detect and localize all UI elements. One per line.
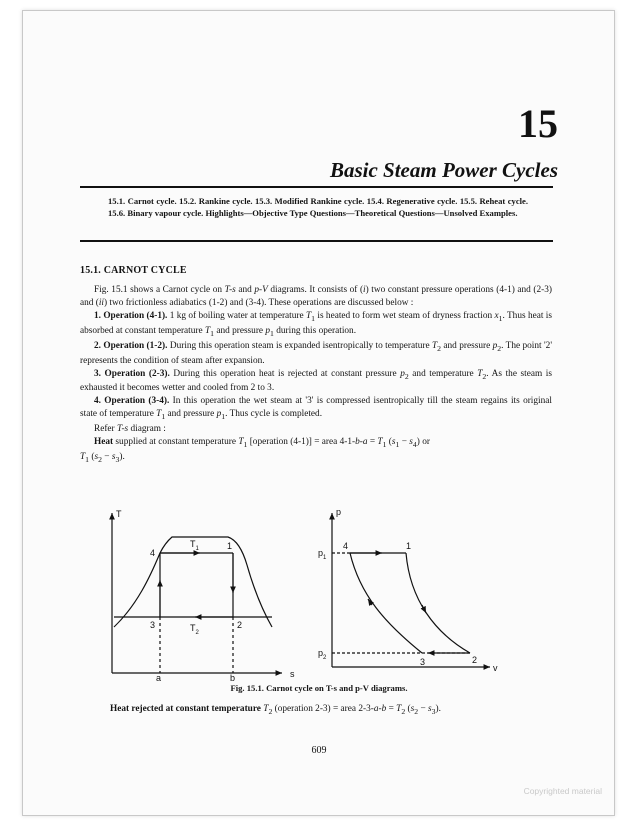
saturation-dome bbox=[114, 537, 272, 627]
chapter-number: 15 bbox=[518, 101, 558, 146]
pv-compression-curve bbox=[350, 553, 422, 653]
pv-p2-label: $p_2$ bbox=[318, 648, 327, 661]
figure-caption: Fig. 15.1. Carnot cycle on T-s and p-V diagrams. bbox=[230, 683, 408, 693]
pv-point-2: 2 bbox=[472, 655, 478, 665]
copyright-watermark: Copyrighted material bbox=[523, 786, 602, 796]
refer-paragraph: Refer T-s diagram : bbox=[94, 424, 166, 435]
ts-point-4: 4 bbox=[150, 548, 156, 558]
pv-p1-label: $p_1$ bbox=[318, 548, 327, 561]
body-text bbox=[80, 284, 552, 466]
pv-arrow-1-2 bbox=[422, 605, 426, 613]
operation-3-4-paragraph: 4. Operation (3-4). In this operation the wet steam at '3' is compressed isentropically till the steam regains its original state of temperature $T_1$ and pressure $p_1$. Thus cycle is completed. bbox=[80, 396, 552, 422]
ts-point-3: 3 bbox=[150, 620, 156, 630]
ts-t2-label: $T_2$ bbox=[190, 623, 199, 636]
ts-point-1: 1 bbox=[227, 541, 233, 551]
ts-diagram bbox=[112, 513, 282, 673]
operation-4-1-paragraph: 1. Operation (4-1). 1 kg of boiling water at temperature $T_1$ is heated to form wet steam of dryness fraction $x_1$. Thus heat is absorbed at constant temperature $T_1$ and pressure $p_1$ during this operation. bbox=[80, 311, 552, 338]
operation-2-3-paragraph: 3. Operation (2-3). During this operation heat is rejected at constant pressure $p_2$ and temperature $T_2$. As the steam is exhausted it becomes wetter and cooled from 2 to 3. bbox=[80, 368, 552, 394]
ts-t1-label: $T_1$ bbox=[190, 539, 199, 552]
chapter-contents: 15.1. Carnot cycle. 15.2. Rankine cycle. 15.3. Modified Rankine cycle. 15.4. Regenerative cycle. 15.5. Reheat cycle. 15.6. Binary vapour cycle. Highlights—Objective Type Questions—Theoretical Questions—Unsolved Examples. bbox=[108, 196, 528, 218]
intro-paragraph: Fig. 15.1 shows a Carnot cycle on T-s and p-V diagrams. It consists of (i) two constant pressure operations (4-1) and (2-3) and (ii) two frictionless adiabatics (1-2) and (3-4). These operations are discussed below : bbox=[80, 285, 552, 308]
ts-axis-s-label: s bbox=[290, 669, 295, 679]
operation-1-2-paragraph: 2. Operation (1-2). During this operation steam is expanded isentropically to temperature $T_2$ and pressure $p_2$. The point '2' represents the condition of steam after expansion. bbox=[80, 340, 553, 366]
heat-rejected-paragraph: Heat rejected at constant temperature $T_2$ (operation 2-3) = area $2-3-a-b = T_2$ $(s_2 - s_3)$. bbox=[110, 704, 441, 716]
pv-point-1: 1 bbox=[406, 541, 412, 551]
pv-point-3: 3 bbox=[420, 657, 426, 667]
pv-diagram bbox=[332, 513, 490, 667]
pv-axis-p-label: p bbox=[336, 507, 342, 517]
carnot-cycle-figure bbox=[92, 505, 512, 681]
chapter-title: Basic Steam Power Cycles bbox=[329, 158, 558, 182]
ts-point-2: 2 bbox=[237, 620, 243, 630]
heat-supplied-paragraph: Heat supplied at constant temperature $T_1$ [operation (4-1)] = area $4-1-b-a = T_1$ $(s_1 - s_4)$ or $T_1$ $(s_2 - s_3)$. bbox=[80, 437, 430, 465]
ts-axis-t-label: T bbox=[116, 509, 122, 519]
section-heading: 15.1. CARNOT CYCLE bbox=[80, 265, 187, 276]
ts-point-a: a bbox=[156, 673, 162, 681]
bottom-rule bbox=[80, 240, 553, 242]
pv-axis-v-label: v bbox=[493, 663, 498, 673]
top-rule bbox=[80, 186, 553, 188]
pv-expansion-curve bbox=[406, 553, 470, 653]
ts-point-b: b bbox=[230, 673, 236, 681]
pv-point-4: 4 bbox=[343, 541, 349, 551]
page-number: 609 bbox=[311, 745, 327, 756]
